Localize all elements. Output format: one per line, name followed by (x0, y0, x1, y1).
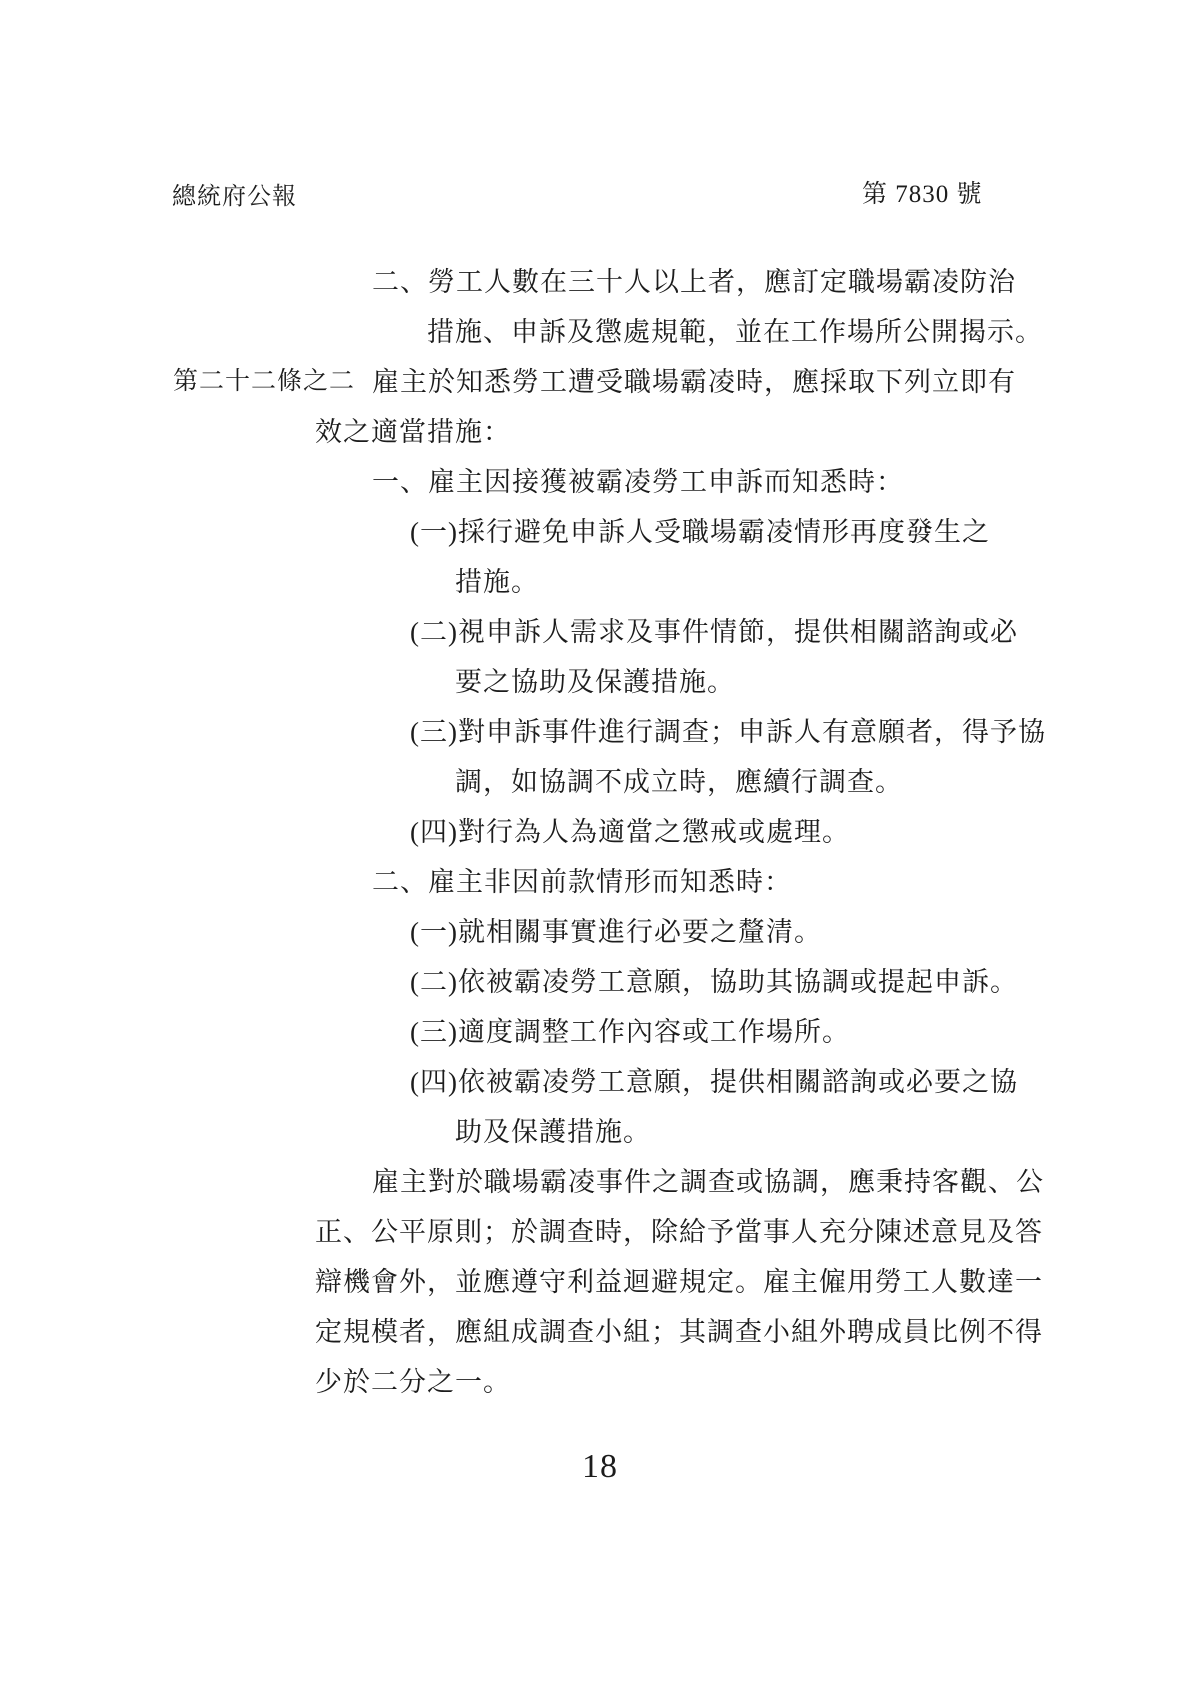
document-line: (三)適度調整工作內容或工作場所。 (410, 1017, 850, 1047)
page-number: 18 (582, 1448, 618, 1485)
document-line: 少於二分之一。 (315, 1367, 511, 1397)
document-line: (一)就相關事實進行必要之釐清。 (410, 917, 822, 947)
document-line: (二)依被霸凌勞工意願，協助其協調或提起申訴。 (410, 967, 1018, 997)
gazette-title: 總統府公報 (172, 184, 297, 210)
document-line: (一)採行避免申訴人受職場霸凌情形再度發生之 (410, 517, 990, 547)
document-line: 措施、申訴及懲處規範，並在工作場所公開揭示。 (427, 317, 1043, 347)
document-line: 定規模者，應組成調查小組；其調查小組外聘成員比例不得 (315, 1317, 1043, 1347)
document-line: (二)視申訴人需求及事件情節，提供相關諮詢或必 (410, 617, 1018, 647)
document-line: 要之協助及保護措施。 (455, 667, 735, 697)
document-line: (四)依被霸凌勞工意願，提供相關諮詢或必要之協 (410, 1067, 1018, 1097)
article-text-block (0, 257, 1200, 1407)
document-line: 措施。 (455, 567, 539, 597)
article-number-label: 第二十二條之二 (173, 368, 356, 395)
document-line: 正、公平原則；於調查時，除給予當事人充分陳述意見及答 (315, 1217, 1043, 1247)
document-line: 雇主對於職場霸凌事件之調查或協調，應秉持客觀、公 (372, 1167, 1044, 1197)
document-line-text: 雇主於知悉勞工遭受職場霸凌時，應採取下列立即有 (372, 367, 1016, 397)
document-line: 辯機會外，並應遵守利益迴避規定。雇主僱用勞工人數達一 (315, 1267, 1043, 1297)
document-line: 一、雇主因接獲被霸凌勞工申訴而知悉時： (372, 467, 904, 497)
document-line: 二、雇主非因前款情形而知悉時： (372, 867, 792, 897)
document-line: (四)對行為人為適當之懲戒或處理。 (410, 817, 850, 847)
document-line: (三)對申訴事件進行調查；申訴人有意願者，得予協 (410, 717, 1046, 747)
document-line: 助及保護措施。 (455, 1117, 651, 1147)
issue-number: 第 7830 號 (862, 181, 983, 208)
document-line: 效之適當措施： (315, 417, 511, 447)
document-line: 二、勞工人數在三十人以上者，應訂定職場霸凌防治 (372, 267, 1016, 297)
document-line (0, 357, 1200, 407)
document-line: 調，如協調不成立時，應續行調查。 (455, 767, 903, 797)
